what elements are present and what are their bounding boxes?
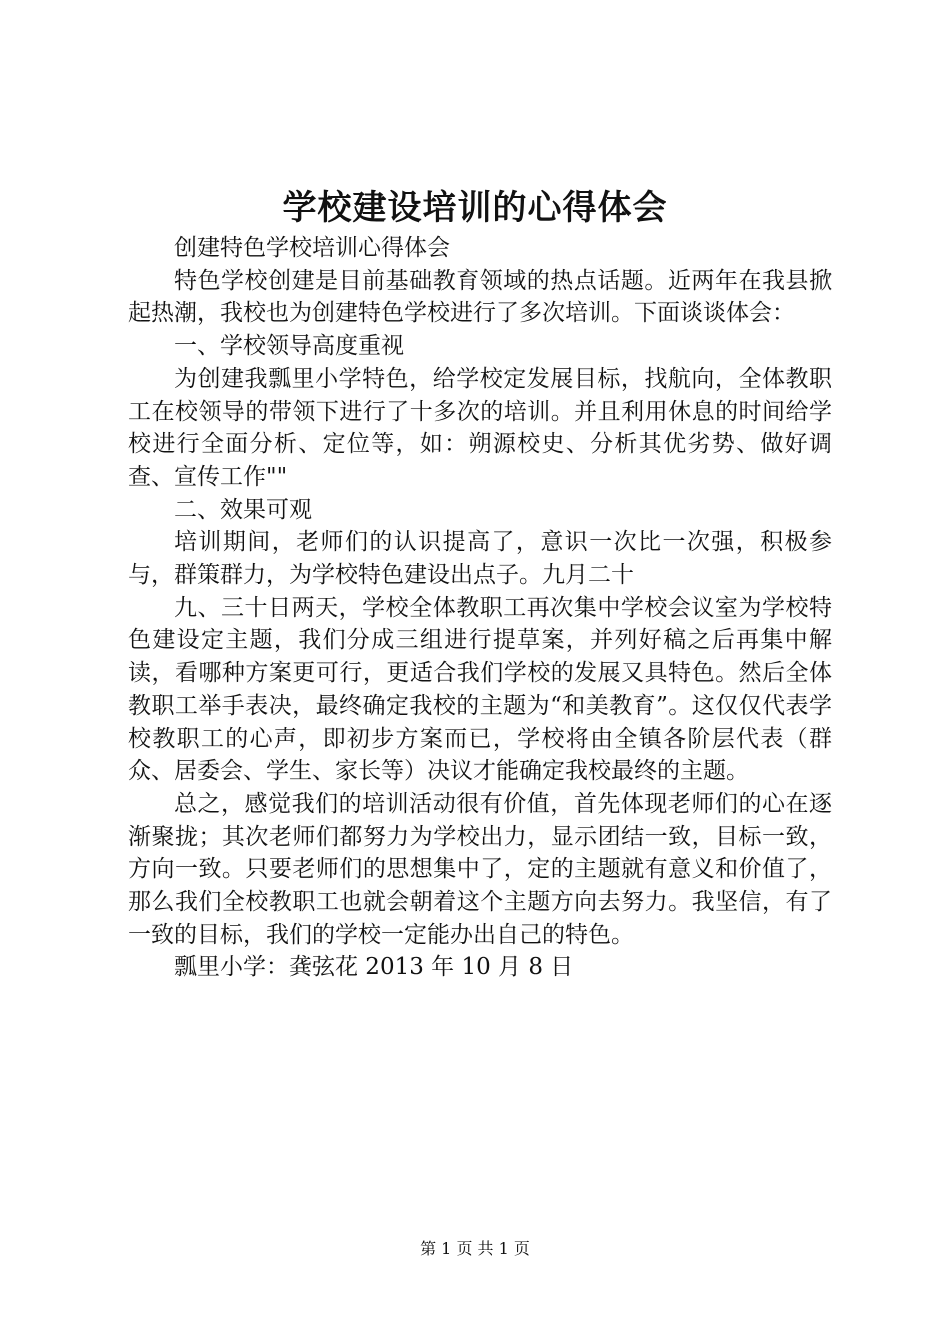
paragraph-subtitle: 创建特色学校培训心得体会 — [174, 235, 450, 261]
page-footer: 第 1 页 共 1 页 — [420, 1239, 530, 1258]
paragraph-signature: 瓢里小学：龚弦花 2013 年 10 月 8 日 — [174, 954, 574, 981]
paragraph-section-2a: 培训期间，老师们的认识提高了，意识一次比一次强，积极参与，群策群力，为学校特色建设出点子。九月二十 — [128, 529, 832, 589]
paragraph-conclusion: 总之，感觉我们的培训活动很有价值，首先体现老师们的心在逐渐聚拢；其次老师们都努力为学校出力，显示团结一致，目标一致，方向一致。只要老师们的思想集中了，定的主题就有意义和价值了，那么我们全校教职工也就会朝着这个主题方向去努力。我坚信，有了一致的目标，我们的学校一定能办出自己的特色。 — [128, 790, 832, 948]
section-heading-2: 二、效果可观 — [174, 496, 312, 523]
paragraph-intro: 特色学校创建是目前基础教育领域的热点话题。近两年在我县掀起热潮，我校也为创建特色学校进行了多次培训。下面谈谈体会： — [128, 267, 832, 327]
paragraph-section-1: 为创建我瓢里小学特色，给学校定发展目标，找航向，全体教职工在校领导的带领下进行了十多次的培训。并且利用休息的时间给学校进行全面分析、定位等，如：朔源校史、分析其优劣势、做好调查、宣传工作"" — [128, 365, 832, 490]
document-title: 学校建设培训的心得体会 — [282, 188, 668, 228]
paragraph-section-2b: 九、三十日两天，学校全体教职工再次集中学校会议室为学校特色建设定主题，我们分成三组进行提草案，并列好稿之后再集中解读，看哪种方案更可行，更适合我们学校的发展又具特色。然后全体教职工举手表决，最终确定我校的主题为“和美教育”。这仅仅代表学校教职工的心声，即初步方案而已，学校将由全镇各阶层代表（群众、居委会、学生、家长等）决议才能确定我校最终的主题。 — [128, 594, 832, 785]
document-body — [128, 232, 832, 984]
section-heading-1: 一、学校领导高度重视 — [174, 333, 404, 360]
